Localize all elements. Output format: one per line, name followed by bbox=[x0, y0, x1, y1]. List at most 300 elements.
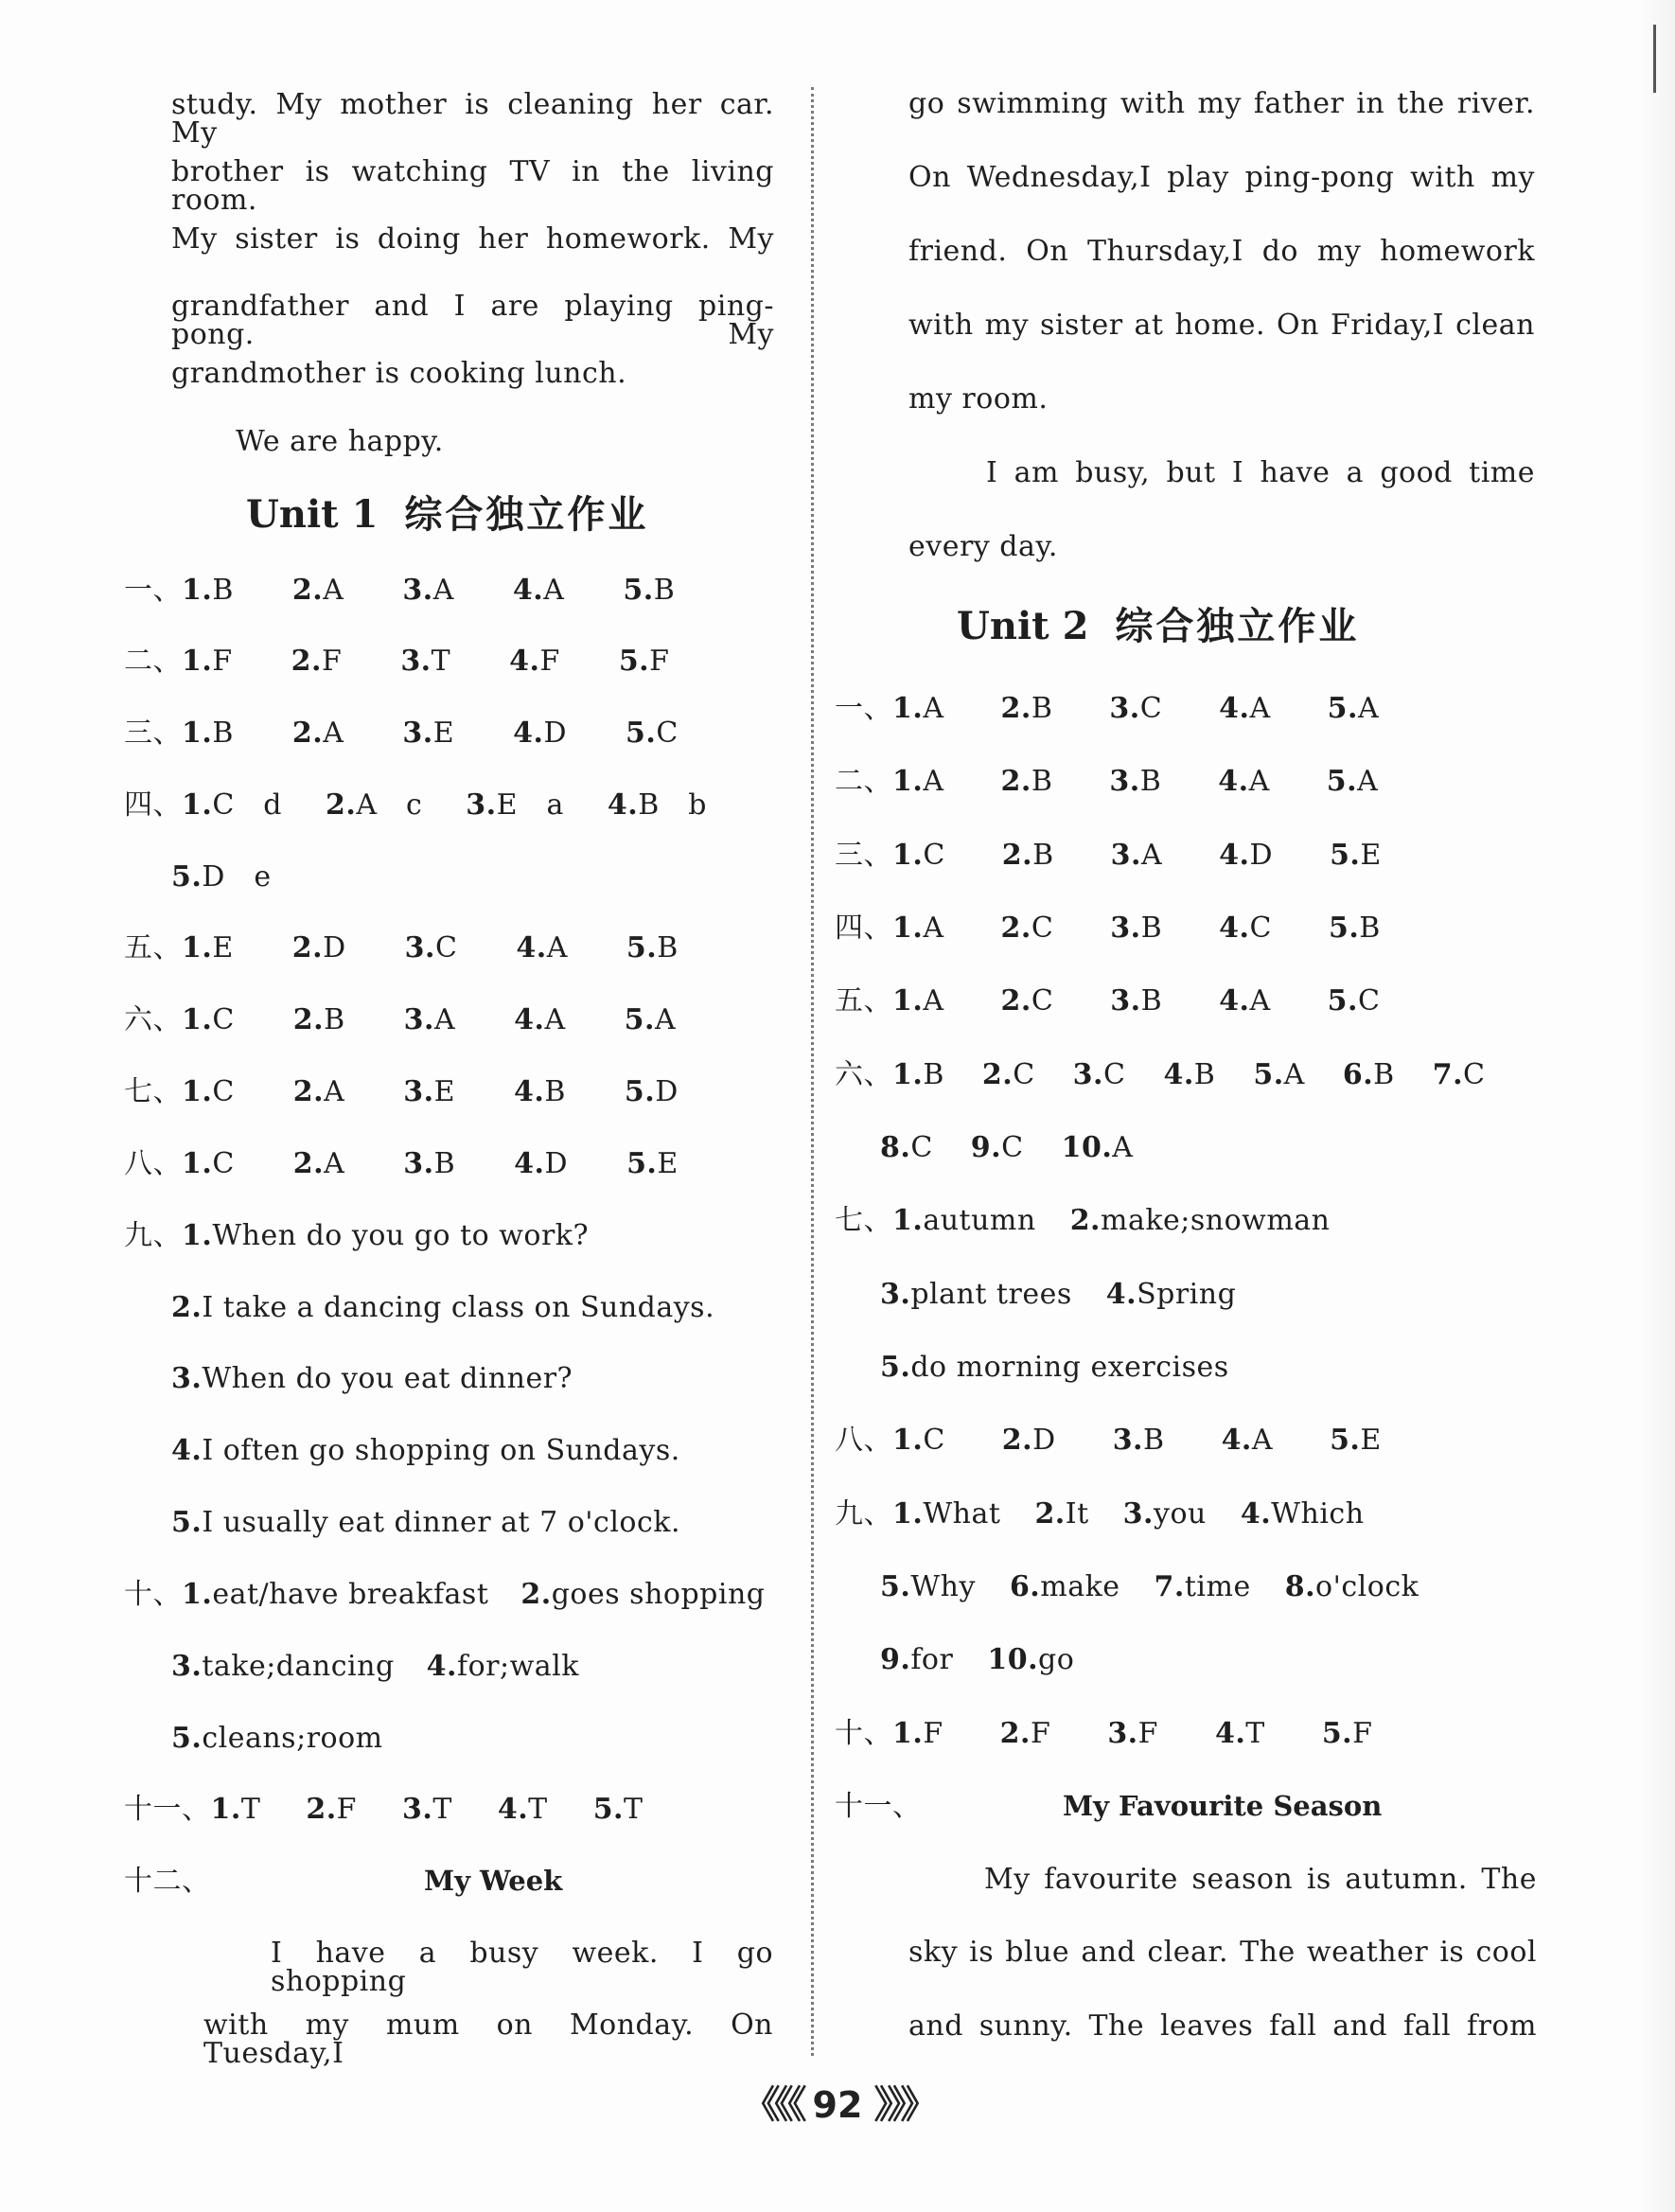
section-prefix: 十、 bbox=[835, 1717, 892, 1750]
answer-value: C bbox=[910, 1131, 933, 1164]
question-number: 3. bbox=[403, 1147, 434, 1180]
section-prefix: 六、 bbox=[124, 1003, 182, 1036]
question-number: 1. bbox=[182, 1075, 213, 1108]
answer-item bbox=[892, 1497, 1000, 1531]
question-number: 2. bbox=[291, 717, 324, 750]
answer-value: autumn bbox=[923, 1204, 1036, 1237]
answer-item bbox=[880, 1643, 953, 1676]
answer-item bbox=[514, 1075, 566, 1108]
page-number: 92 bbox=[812, 2084, 863, 2126]
question-number: 5. bbox=[626, 717, 657, 750]
essay-line: with my sister at home. On Friday,I clean bbox=[908, 309, 1535, 342]
question-number: 10. bbox=[987, 1643, 1039, 1676]
answer-value: take;dancing bbox=[202, 1650, 395, 1683]
answer-row bbox=[835, 765, 1379, 798]
answer-row bbox=[835, 692, 1380, 725]
answer-item bbox=[514, 1147, 568, 1180]
answer-item bbox=[403, 1075, 455, 1108]
answer-item bbox=[291, 645, 343, 678]
question-number: 3. bbox=[466, 788, 497, 822]
section-prefix: 十、 bbox=[124, 1578, 182, 1611]
section-prefix: 三、 bbox=[124, 717, 182, 750]
answer-row bbox=[171, 1506, 680, 1539]
question-number: 9. bbox=[880, 1643, 911, 1676]
question-number: 5. bbox=[1330, 839, 1361, 872]
answer-row bbox=[835, 841, 1382, 870]
answer-value: C bbox=[212, 1147, 235, 1180]
answer-value: B bbox=[1373, 1058, 1395, 1091]
answer-value: A bbox=[1251, 1424, 1274, 1457]
answer-value: F bbox=[212, 645, 233, 678]
answer-item bbox=[1330, 839, 1382, 872]
answer-item bbox=[171, 1722, 383, 1755]
answer-item bbox=[1155, 1570, 1251, 1603]
question-number: 2. bbox=[999, 1717, 1031, 1750]
answer-item bbox=[171, 1362, 573, 1395]
question-number: 4. bbox=[607, 788, 639, 822]
question-number: 2. bbox=[1001, 839, 1033, 872]
question-number: 1. bbox=[892, 911, 924, 945]
answer-value: B bbox=[923, 1058, 944, 1091]
answer-value: C bbox=[212, 1003, 235, 1036]
answer-value: B bbox=[212, 574, 234, 607]
answer-value: C bbox=[212, 1075, 235, 1108]
question-number: 2. bbox=[1000, 765, 1031, 798]
question-number: 4. bbox=[1240, 1497, 1272, 1531]
question-number: 3. bbox=[402, 1793, 433, 1826]
question-number: 2. bbox=[326, 788, 357, 822]
answer-value: B bbox=[1193, 1058, 1216, 1091]
answer-value: A bbox=[1249, 692, 1271, 725]
question-number: 4. bbox=[512, 574, 544, 607]
answer-row bbox=[171, 1291, 715, 1324]
answer-value: F bbox=[923, 1717, 943, 1750]
answer-item bbox=[1328, 692, 1380, 725]
section-prefix: 五、 bbox=[124, 931, 182, 964]
question-number: 5. bbox=[1253, 1058, 1284, 1091]
answer-row bbox=[124, 1219, 590, 1252]
answer-item bbox=[1000, 1717, 1051, 1750]
answer-item bbox=[292, 931, 346, 964]
answer-item bbox=[982, 1058, 1035, 1091]
question-number: 5. bbox=[624, 1075, 656, 1108]
answer-item bbox=[880, 1131, 933, 1164]
answer-item bbox=[625, 1003, 677, 1036]
question-number: 3. bbox=[171, 1650, 203, 1683]
essay-line: sky is blue and clear. The weather is cool bbox=[908, 1936, 1537, 1969]
answer-value: F bbox=[649, 645, 670, 678]
answer-item bbox=[403, 1147, 455, 1180]
answer-value: goes shopping bbox=[551, 1578, 766, 1611]
answer-value: A bbox=[1283, 1058, 1305, 1091]
question-number: 1. bbox=[182, 574, 213, 607]
section-prefix: 二、 bbox=[835, 765, 892, 798]
section-prefix: 七、 bbox=[124, 1075, 182, 1108]
answer-value: F bbox=[1137, 1717, 1158, 1750]
answer-value: C bbox=[1103, 1058, 1126, 1091]
question-number: 1. bbox=[892, 1497, 924, 1531]
answer-value: F bbox=[336, 1793, 357, 1826]
answer-value: E bbox=[1360, 1424, 1382, 1457]
answer-item bbox=[1330, 1424, 1382, 1457]
right-bracket-ornament: 》》》 bbox=[873, 2083, 933, 2127]
answer-item bbox=[182, 645, 233, 678]
passage-line: We are happy. bbox=[236, 425, 444, 458]
section-prefix: 四、 bbox=[124, 788, 182, 822]
answer-item bbox=[292, 717, 344, 750]
answer-value: B b bbox=[638, 788, 707, 822]
question-number: 5. bbox=[1330, 1424, 1361, 1457]
answer-value: B bbox=[1140, 911, 1163, 945]
answer-value: E bbox=[433, 1075, 456, 1108]
question-number: 3. bbox=[402, 717, 433, 750]
question-number: 8. bbox=[880, 1131, 911, 1164]
question-number: 1. bbox=[892, 984, 924, 1018]
question-number: 5. bbox=[1327, 692, 1358, 725]
answer-item bbox=[626, 1147, 679, 1180]
answer-item bbox=[182, 1219, 589, 1252]
answer-item bbox=[402, 574, 454, 607]
essay-title: My Favourite Season bbox=[1063, 1790, 1383, 1822]
passage-line: brother is watching TV in the living room. bbox=[171, 155, 774, 217]
question-number: 5. bbox=[880, 1351, 911, 1384]
section-prefix: 四、 bbox=[835, 911, 892, 945]
section-prefix: 八、 bbox=[835, 1424, 892, 1457]
answer-item bbox=[466, 788, 564, 822]
answer-value: T bbox=[1245, 1717, 1265, 1750]
question-number: 5. bbox=[171, 1506, 203, 1539]
answer-item bbox=[171, 860, 272, 894]
answer-value: When do you go to work? bbox=[212, 1219, 590, 1252]
question-number: 3. bbox=[1112, 1424, 1144, 1457]
answer-item bbox=[1219, 839, 1273, 872]
answer-value: Which bbox=[1271, 1497, 1365, 1531]
answer-value: make bbox=[1040, 1570, 1120, 1603]
answer-row bbox=[124, 1793, 644, 1826]
answer-value: C bbox=[1001, 1131, 1024, 1164]
answer-row bbox=[880, 1570, 1419, 1603]
question-number: 1. bbox=[892, 692, 924, 725]
answer-value: Why bbox=[910, 1570, 976, 1603]
page-edge-mark bbox=[1653, 25, 1656, 93]
answer-item bbox=[619, 645, 670, 678]
answer-row bbox=[880, 1278, 1237, 1311]
section-prefix: 三、 bbox=[835, 839, 892, 872]
answer-value: D bbox=[655, 1075, 679, 1108]
answer-value: A bbox=[546, 931, 568, 964]
question-number: 1. bbox=[892, 1204, 924, 1237]
answer-item bbox=[1107, 1717, 1158, 1750]
answer-value: A bbox=[1358, 692, 1380, 725]
answer-value: A bbox=[544, 1003, 566, 1036]
answer-item bbox=[880, 1278, 1072, 1311]
essay-line: with my mum on Monday. On Tuesday,I bbox=[203, 2008, 773, 2070]
answer-row bbox=[171, 1650, 579, 1683]
section-prefix: 十二、 bbox=[124, 1865, 211, 1898]
answer-value: T bbox=[432, 1793, 452, 1826]
answer-row bbox=[171, 860, 272, 894]
answer-item bbox=[892, 692, 944, 725]
answer-item bbox=[1002, 1424, 1056, 1457]
question-number: 3. bbox=[403, 1003, 434, 1036]
answer-item bbox=[1002, 839, 1054, 872]
question-number: 3. bbox=[1109, 765, 1140, 798]
answer-value: F bbox=[539, 645, 560, 678]
answer-item bbox=[1001, 692, 1053, 725]
question-number: 3. bbox=[1110, 984, 1141, 1018]
answer-item bbox=[1219, 911, 1272, 945]
answer-item bbox=[892, 984, 944, 1018]
answer-item bbox=[171, 1650, 395, 1683]
answer-item bbox=[182, 1578, 488, 1611]
answer-value: B bbox=[1032, 839, 1054, 872]
answer-value: A bbox=[1248, 765, 1270, 798]
answer-item bbox=[326, 788, 422, 822]
unit-label: Unit 2 bbox=[957, 604, 1089, 648]
answer-item bbox=[1253, 1058, 1305, 1091]
answer-value: C bbox=[923, 1424, 945, 1457]
question-number: 5. bbox=[1328, 911, 1360, 945]
answer-item bbox=[1001, 984, 1054, 1018]
answer-value: B bbox=[1139, 765, 1162, 798]
left-bracket-ornament: 《《《 bbox=[742, 2083, 802, 2127]
answer-row bbox=[124, 1003, 677, 1036]
answer-item bbox=[880, 1570, 976, 1603]
unit-1-heading bbox=[246, 492, 649, 537]
answer-item bbox=[509, 645, 560, 678]
question-number: 1. bbox=[182, 1147, 213, 1180]
answer-item bbox=[402, 1793, 452, 1826]
question-number: 1. bbox=[182, 645, 213, 678]
section-prefix: 六、 bbox=[835, 1058, 892, 1091]
answer-item bbox=[1285, 1570, 1419, 1603]
answer-item bbox=[1219, 984, 1271, 1018]
question-number: 3. bbox=[403, 1075, 434, 1108]
answer-item bbox=[1433, 1058, 1486, 1091]
answer-value: make;snowman bbox=[1101, 1204, 1331, 1237]
question-number: 1. bbox=[182, 931, 213, 964]
question-number: 1. bbox=[892, 1058, 924, 1091]
question-number: 2. bbox=[1069, 1204, 1102, 1237]
answer-item bbox=[626, 717, 679, 750]
answer-value: A bbox=[1112, 1131, 1134, 1164]
question-number: 3. bbox=[1110, 839, 1141, 872]
answer-value: D bbox=[544, 1147, 569, 1180]
section-prefix: 八、 bbox=[124, 1147, 182, 1180]
answer-value: B bbox=[324, 1003, 345, 1036]
answer-value: B bbox=[544, 1075, 566, 1108]
question-number: 5. bbox=[171, 1722, 203, 1755]
answer-item bbox=[1215, 1717, 1265, 1750]
answer-value: T bbox=[624, 1793, 644, 1826]
answer-item bbox=[182, 1075, 235, 1108]
question-number: 5. bbox=[1327, 984, 1358, 1018]
answer-item bbox=[171, 1434, 680, 1467]
answer-item bbox=[498, 1793, 548, 1826]
answer-value: B bbox=[1143, 1424, 1165, 1457]
question-number: 1. bbox=[182, 717, 213, 750]
section-prefix: 一、 bbox=[124, 574, 182, 607]
answer-row bbox=[835, 1058, 1486, 1091]
answer-value: do morning exercises bbox=[910, 1351, 1229, 1384]
answer-item bbox=[171, 1506, 680, 1539]
question-number: 4. bbox=[1218, 765, 1249, 798]
answer-value: C bbox=[1249, 911, 1272, 945]
answer-item bbox=[402, 717, 454, 750]
answer-row bbox=[124, 1075, 679, 1108]
essay-line: every day. bbox=[908, 530, 1058, 563]
answer-item bbox=[1106, 1278, 1237, 1311]
section-prefix: 九、 bbox=[124, 1219, 182, 1252]
answer-item bbox=[427, 1650, 579, 1683]
answer-value: B bbox=[1359, 911, 1381, 945]
answer-item bbox=[1343, 1058, 1395, 1091]
question-number: 4. bbox=[1221, 1424, 1252, 1457]
question-number: 4. bbox=[1219, 839, 1250, 872]
question-number: 2. bbox=[171, 1291, 203, 1324]
answer-value: D e bbox=[202, 860, 272, 894]
answer-item bbox=[892, 765, 944, 798]
question-number: 7. bbox=[1154, 1570, 1185, 1603]
answer-value: C bbox=[1013, 1058, 1035, 1091]
section-prefix: 二、 bbox=[124, 645, 182, 678]
answer-value: E bbox=[1360, 839, 1382, 872]
answer-item bbox=[593, 1793, 644, 1826]
question-number: 3. bbox=[402, 574, 433, 607]
answer-item bbox=[182, 1003, 235, 1036]
question-number: 5. bbox=[623, 574, 654, 607]
question-number: 5. bbox=[1321, 1717, 1353, 1750]
essay-title: My Week bbox=[424, 1865, 563, 1897]
answer-item bbox=[1001, 911, 1054, 945]
answer-item bbox=[306, 1793, 357, 1826]
question-number: 1. bbox=[182, 1219, 213, 1252]
answer-value: B bbox=[433, 1147, 456, 1180]
answer-item bbox=[1109, 765, 1161, 798]
question-number: 6. bbox=[1009, 1570, 1041, 1603]
answer-value: C bbox=[923, 839, 945, 872]
answer-value: o'clock bbox=[1315, 1570, 1419, 1603]
section-prefix: 九、 bbox=[835, 1497, 892, 1531]
question-number: 1. bbox=[892, 839, 924, 872]
answer-item bbox=[1110, 911, 1162, 945]
question-number: 3. bbox=[1072, 1058, 1103, 1091]
answer-value: A bbox=[923, 984, 944, 1018]
answer-value: A bbox=[543, 574, 565, 607]
answer-row bbox=[835, 911, 1381, 945]
answer-value: C bbox=[1463, 1058, 1486, 1091]
question-number: 4. bbox=[1219, 911, 1250, 945]
answer-item bbox=[971, 1131, 1024, 1164]
answer-item bbox=[1001, 765, 1053, 798]
question-number: 2. bbox=[292, 1147, 325, 1180]
answer-item bbox=[293, 1075, 345, 1108]
answer-item bbox=[987, 1643, 1074, 1676]
question-number: 1. bbox=[892, 1717, 924, 1750]
answer-value: A bbox=[432, 574, 454, 607]
question-number: 2. bbox=[1034, 1497, 1066, 1531]
answer-value: A bbox=[323, 717, 344, 750]
section-prefix: 一、 bbox=[835, 692, 892, 725]
section-prefix: 十一、 bbox=[835, 1790, 922, 1823]
answer-value: A c bbox=[356, 788, 423, 822]
answer-item bbox=[514, 1003, 566, 1036]
answer-value: T bbox=[240, 1793, 261, 1826]
answer-value: go bbox=[1038, 1643, 1075, 1676]
answer-value: C bbox=[1031, 984, 1054, 1018]
answer-value: When do you eat dinner? bbox=[202, 1362, 573, 1395]
answer-item bbox=[182, 788, 282, 822]
answer-item bbox=[892, 1424, 945, 1457]
answer-row bbox=[124, 647, 669, 676]
answer-item bbox=[182, 1147, 235, 1180]
answer-value: A bbox=[1357, 765, 1379, 798]
answer-row bbox=[124, 1578, 766, 1611]
answer-value: A bbox=[1141, 839, 1163, 872]
answer-item bbox=[892, 1058, 944, 1091]
answer-row bbox=[124, 719, 679, 748]
question-number: 6. bbox=[1342, 1058, 1374, 1091]
question-number: 5. bbox=[880, 1570, 911, 1603]
question-number: 5. bbox=[1326, 765, 1358, 798]
question-number: 5. bbox=[626, 931, 658, 964]
question-number: 4. bbox=[426, 1650, 457, 1683]
answer-item bbox=[626, 931, 679, 964]
answer-item bbox=[1329, 911, 1381, 945]
answer-item bbox=[1070, 1204, 1331, 1237]
question-number: 2. bbox=[306, 1793, 337, 1826]
question-number: 2. bbox=[520, 1578, 552, 1611]
section-prefix: 五、 bbox=[835, 984, 892, 1018]
answer-value: D bbox=[323, 931, 346, 964]
unit-title: 综合独立作业 bbox=[1115, 605, 1360, 648]
answer-row bbox=[835, 984, 1381, 1018]
answer-row bbox=[124, 788, 707, 822]
answer-value: for bbox=[910, 1643, 954, 1676]
answer-value: C bbox=[1358, 984, 1381, 1018]
answer-value: A bbox=[923, 692, 944, 725]
answer-item bbox=[171, 1291, 714, 1324]
page-edge-shadow bbox=[1637, 0, 1675, 2212]
essay-line: my room. bbox=[908, 382, 1049, 416]
question-number: 9. bbox=[970, 1131, 1002, 1164]
question-number: 3. bbox=[1110, 911, 1141, 945]
answer-value: D bbox=[1032, 1424, 1056, 1457]
answer-value: T bbox=[528, 1793, 548, 1826]
question-number: 4. bbox=[1163, 1058, 1194, 1091]
section-prefix: 七、 bbox=[835, 1204, 892, 1237]
answer-item bbox=[1219, 692, 1271, 725]
answer-row bbox=[171, 1722, 383, 1755]
answer-row bbox=[880, 1351, 1229, 1384]
answer-item bbox=[211, 1793, 261, 1826]
question-number: 3. bbox=[171, 1362, 203, 1395]
answer-item bbox=[1322, 1717, 1373, 1750]
answer-value: B bbox=[1031, 765, 1053, 798]
answer-item bbox=[1113, 1424, 1165, 1457]
answer-value: E bbox=[432, 717, 455, 750]
answer-item bbox=[1222, 1424, 1274, 1457]
answer-value: plant trees bbox=[910, 1278, 1072, 1311]
answer-value: I often go shopping on Sundays. bbox=[202, 1434, 680, 1467]
answer-value: C bbox=[434, 931, 458, 964]
question-number: 3. bbox=[404, 931, 435, 964]
answer-item bbox=[1109, 692, 1162, 725]
answer-value: D bbox=[543, 717, 567, 750]
answer-row bbox=[124, 576, 675, 605]
question-number: 2. bbox=[292, 1075, 325, 1108]
answer-item bbox=[1034, 1497, 1088, 1531]
